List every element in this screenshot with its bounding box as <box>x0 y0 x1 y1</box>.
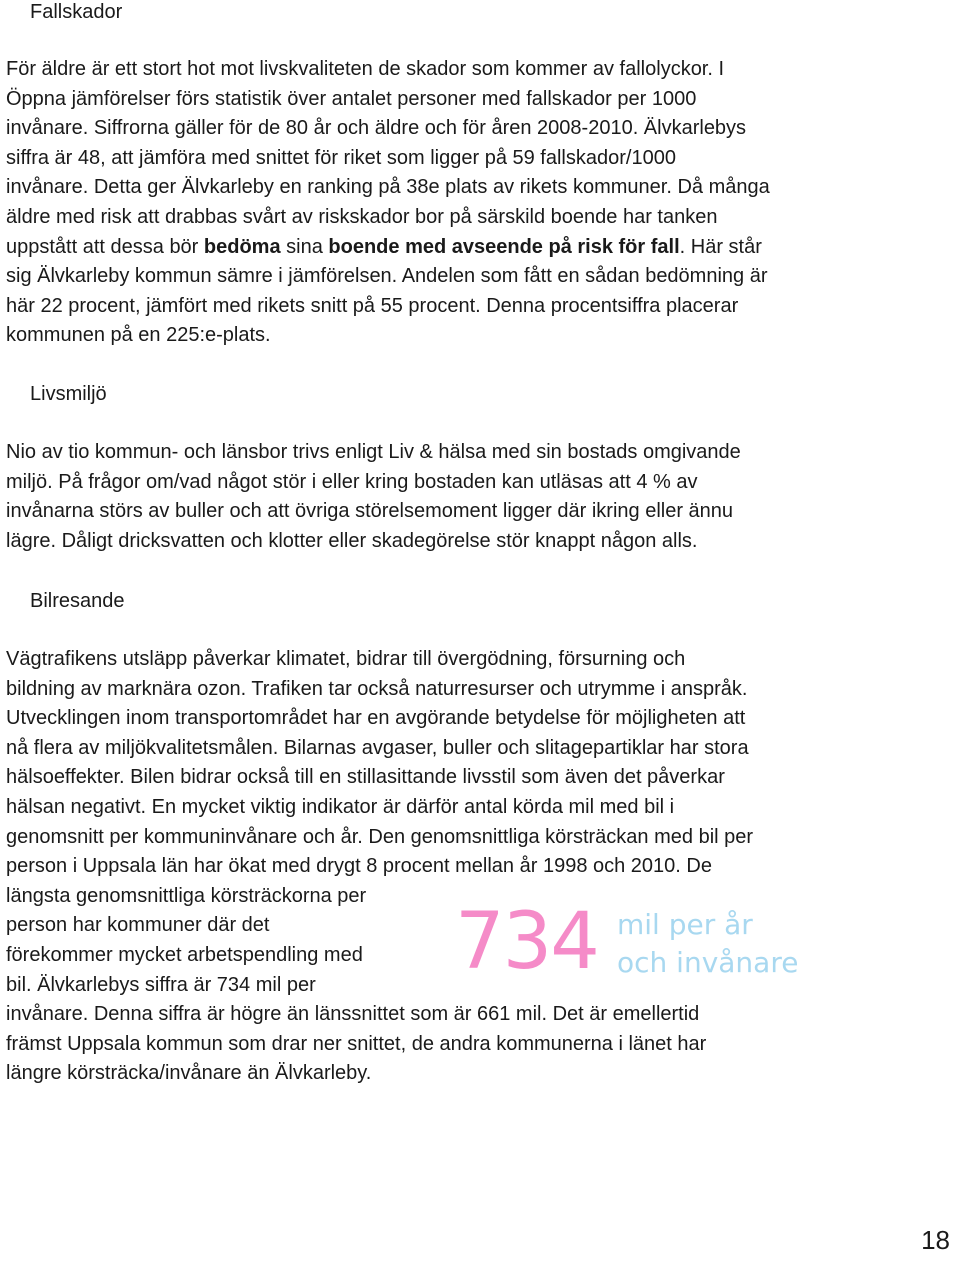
text-line: Nio av tio kommun- och länsbor trivs enligt Liv & hälsa med sin bostads omgivande <box>6 441 741 463</box>
text-line: invånarna störs av buller och att övriga störelsemoment ligger där ikring eller ännu <box>6 500 734 523</box>
stat-unit-line2: och invånare <box>617 946 799 979</box>
text-line: invånare. Denna siffra är högre än länssnittet som är 661 mil. Det är emellertid <box>6 1003 700 1026</box>
text-line: äldre med risk att drabbas svårt av riskskador bor på särskild boende har tanken <box>6 205 718 228</box>
text-line: hälsoeffekter. Bilen bidrar också till en stillasittande livsstil som även det påverkar <box>6 766 725 789</box>
text-line: nå flera av miljökvalitetsmålen. Bilarnas avgaser, buller och slitagepartiklar har stora <box>6 736 749 759</box>
stat-unit <box>617 906 798 982</box>
text-line: person har kommuner där det <box>6 914 270 937</box>
text-line: Öppna jämförelser förs statistik över antalet personer med fallskador per 1000 <box>6 87 697 110</box>
text-fragment: sina <box>280 235 329 258</box>
heading-livsmiljo: Livsmiljö <box>30 383 107 405</box>
text-line: Vägtrafikens utsläpp påverkar klimatet, bidrar till övergödning, försurning och <box>6 648 686 670</box>
text-line: lägre. Dåligt dricksvatten och klotter eller skadegörelse stör knappt någon alls. <box>6 529 698 552</box>
text-line: hälsan negativt. En mycket viktig indikator är därför antal körda mil med bil i <box>6 795 675 818</box>
text-line: person i Uppsala län har ökat med drygt 8 procent mellan år 1998 och 2010. De <box>6 855 712 878</box>
text-line: invånare. Siffrorna gäller för de 80 år och äldre och för åren 2008-2010. Älvkarlebys <box>6 117 747 140</box>
text-line: förekommer mycket arbetspendling med <box>6 943 363 966</box>
text-line: bil. Älvkarlebys siffra är 734 mil per <box>6 973 316 996</box>
text-fragment: uppstått att dessa bör <box>6 235 204 258</box>
text-fragment: . Här står <box>679 235 762 258</box>
stat-value: 734 <box>455 897 598 987</box>
heading-fallskador: Fallskador <box>30 1 123 23</box>
paragraph-livsmiljo <box>6 438 866 556</box>
bold-text: boende med avseende på risk för fall <box>328 235 680 258</box>
text-line: främst Uppsala kommun som drar ner snittet, de andra kommunerna i länet har <box>6 1032 707 1055</box>
text-line: invånare. Detta ger Älvkarleby en ranking på 38e plats av rikets kommuner. Då många <box>6 176 770 199</box>
stat-callout <box>455 897 815 987</box>
bold-text: bedöma <box>203 235 281 258</box>
paragraph-fallskador <box>6 55 866 351</box>
text-line: längre körsträcka/invånare än Älvkarleby. <box>6 1062 372 1085</box>
text-line: sig Älvkarleby kommun sämre i jämförelsen. Andelen som fått en sådan bedömning är <box>6 265 768 288</box>
text-line: genomsnitt per kommuninvånare och år. Den genomsnittliga körsträckan med bil per <box>6 825 754 848</box>
text-line: Utvecklingen inom transportområdet har en avgörande betydelse för möjligheten att <box>6 707 746 730</box>
text-line: siffra är 48, att jämföra med snittet för riket som ligger på 59 fallskador/1000 <box>6 146 676 169</box>
text-line: miljö. På frågor om/vad något stör i eller kring bostaden kan utläsas att 4 % av <box>6 470 698 493</box>
text-line <box>6 233 866 263</box>
heading-bilresande: Bilresande <box>30 590 125 612</box>
text-line: här 22 procent, jämfört med rikets snitt på 55 procent. Denna procentsiffra placerar <box>6 294 739 317</box>
page-number: 18 <box>921 1225 950 1255</box>
text-line: kommunen på en 225:e-plats. <box>6 324 271 347</box>
text-line: bildning av marknära ozon. Trafiken tar också naturresurser och utrymme i anspråk. <box>6 677 748 700</box>
text-line: För äldre är ett stort hot mot livskvaliteten de skador som kommer av fallolyckor. I <box>6 58 725 80</box>
text-line: längsta genomsnittliga körsträckorna per <box>6 884 367 907</box>
stat-unit-line1: mil per år <box>617 908 753 941</box>
paragraph-bilresande <box>6 645 866 1089</box>
